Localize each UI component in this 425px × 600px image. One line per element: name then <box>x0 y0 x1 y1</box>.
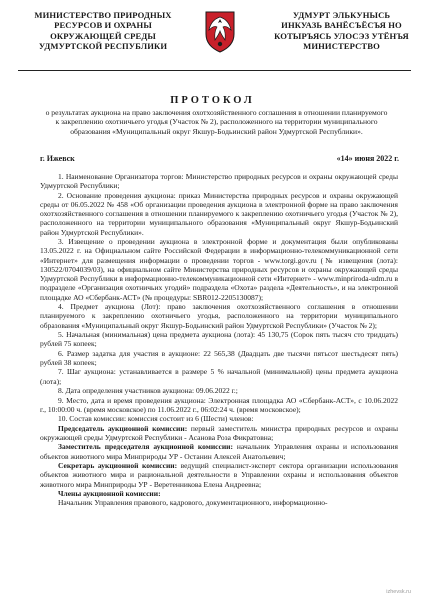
commission-role: Секретарь аукционной комиссии: <box>58 461 178 470</box>
org-line: УДМУРТСКОЙ РЕСПУБЛИКИ <box>38 41 168 52</box>
paragraph-10: 10. Состав комиссии: комиссия состоит из 6 (Шести) членов: <box>58 414 254 424</box>
commission-members <box>40 489 398 498</box>
commission-role: Заместитель председателя аукционной комиссии: <box>58 442 233 452</box>
coat-of-arms-icon <box>203 10 237 54</box>
org-line: УДМУРТ ЭЛЬКУНЫСЬ <box>292 10 391 20</box>
org-line: РЕСУРСОВ И ОХРАНЫ <box>54 20 152 31</box>
paragraph-2: 2. Основание проведения аукциона: приказ Министерства природных ресурсов и охраны окружающей среды от 06.05.2022 № 458 «Об организации проведения аукциона в электронной форме на право заключения охотхозяйственного соглашения в отношении планируемого к закреплению охотничьего угодья (Участок № 2), расположенного на территории муниципального образования «Муниципальный округ Якшур-Бодьинский район Удмуртской Республики». <box>40 190 398 237</box>
org-line: КОТЫРЪЯСЬ УЛОСЭЗ УТЁНЪЯ <box>274 30 409 41</box>
ministry-name-udmurt <box>254 10 425 52</box>
commission-deputy-chair <box>40 442 398 461</box>
header-divider <box>18 70 411 71</box>
watermark: izhevsk.ru <box>386 589 411 595</box>
org-line: ОКРУЖАЮЩЕЙ СРЕДЫ <box>50 30 156 41</box>
document-city: г. Ижевск <box>40 154 75 163</box>
org-line: ИНКУАЗЬ ВАНЁСЪЁСЪЯ НО <box>281 20 402 31</box>
commission-text: Начальник Управления правового, кадрового, документационного, информационно- <box>58 498 328 508</box>
paragraph-7: 7. Шаг аукциона: устанавливается в размере 5 % начальной (минимальной) цены предмета аукциона (лота); <box>40 367 398 386</box>
ministry-name-russian <box>18 10 188 52</box>
commission-text: начальник Управления охраны и использования объектов животного мира Минприроды УР - Останин Алексей Анатольевич; <box>40 442 398 461</box>
paragraph-5: 5. Начальная (минимальная) цена предмета аукциона (лота): 45 130,75 (Сорок пять тысяч сто тридцать) рублей 75 копеек; <box>40 330 398 349</box>
document-subtitle: о результатах аукциона на право заключения охотхозяйственного соглашения в отношении планируемого к закреплению охотничьего угодья (Участок № 2), расположенного на территории муниципального образования «Муниципальный округ Якшур-Бодьинский район Удмуртской Республики». <box>45 108 388 136</box>
commission-text: первый заместитель министра природных ресурсов и охраны окружающей среды Удмуртской Республики - Асанова Роза Фикратовна; <box>40 423 398 442</box>
document-title: ПРОТОКОЛ <box>170 95 255 106</box>
paragraph-6: 6. Размер задатка для участия в аукционе: 22 565,38 (Двадцать две тысячи пятьсот шестьдесят пять) рублей 38 копеек; <box>40 348 398 367</box>
document-header <box>18 10 411 66</box>
paragraph-9: 9. Место, дата и время проведения аукциона: Электронная площадка АО «Сбербанк-АСТ», с 10.06.2022 г., 10:00:00 ч. (время московское) по 11.06.2022 г., 06:02:24 ч. (время московское); <box>40 395 398 414</box>
commission-chair <box>40 424 398 443</box>
commission-text: ведущий специалист-эксперт сектора организации использования объектов животного мира и рациональной деятельности в Управлении охраны и использования объектов животного мира Минприроды УР - Веретенникова Елена Андреевна; <box>40 461 398 489</box>
document-date: «14» июня 2022 г. <box>336 154 399 163</box>
commission-member-1 <box>40 498 398 507</box>
commission-secretary <box>40 461 398 489</box>
org-line: МИНИСТЕРСТВО ПРИРОДНЫХ <box>34 10 172 20</box>
paragraph-4: 4. Предмет аукциона (Лот): право заключения охотхозяйственного соглашения в отношении планируемого к закреплению охотничьего угодья, расположенного на территории муниципального образования «Муниципальный округ Якшур-Бодьинский район Удмуртской Республики» (Участок № 2); <box>40 302 398 330</box>
paragraph-1: 1. Наименование Организатора торгов: Министерство природных ресурсов и охраны окружающей среды Удмуртской Республики; <box>40 172 398 191</box>
paragraph-3: 3. Извещение о проведении аукциона в электронной форме и документация были опубликованы 13.05.2022 г. на Официальном сайте Российской Федерации в информационно-телекоммуникационной сети «Интернет» для размещения информации о проведении торгов - www.torgi.gov.ru (№ извещения (лота): 130522/0704039/03), на официальном сайте Министерства природных ресурсов и охраны окружающей среды Удмуртской Республики в информационно-телекоммуникационной сети «Интернет» - www.minpriroda-udm.ru в подразделе «Организация охотничьих угодий» подраздела «Охота» раздела «Деятельность», и на электронной площадке АО «Сбербанк-АСТ» (№ процедуры: SBR012-2205130087); <box>40 237 398 302</box>
commission-role: Члены аукционной комиссии: <box>58 488 161 498</box>
paragraph-8: 8. Дата определения участников аукциона: 09.06.2022 г.; <box>58 386 238 396</box>
document-body <box>40 172 398 508</box>
commission-role: Председатель аукционной комиссии: <box>58 423 188 433</box>
org-line: МИНИСТЕРСТВО <box>303 41 380 52</box>
